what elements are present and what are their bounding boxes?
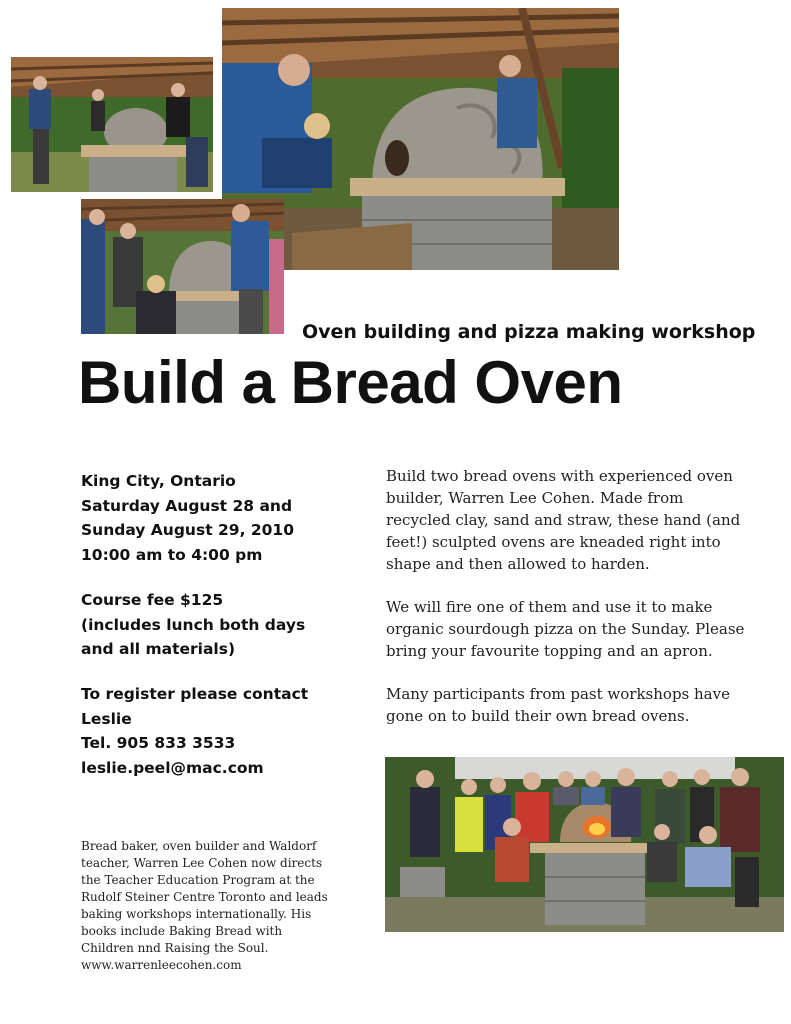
event-details [81, 469, 371, 567]
workshop-subtitle: Oven building and pizza making workshop [302, 321, 756, 343]
event-date-saturday: Saturday August 28 and [81, 496, 293, 515]
contact-phone: Tel. 905 833 3533 [81, 734, 236, 752]
registration-contact [81, 682, 371, 780]
description-paragraph-3: Many participants from past workshops have gone on to build their own bread ovens. [386, 685, 730, 725]
contact-name: Leslie [81, 709, 132, 728]
bio-text: Bread baker, oven builder and Waldorf teacher, Warren Lee Cohen now directs the Teacher Education Program at the Rudolf Steiner Centre Toronto and leads baking workshops internationally. His books include Baking Bread with Children nnd Raising the Soul. [81, 839, 328, 955]
group-photo [385, 757, 784, 932]
workshop-photo-1 [11, 57, 213, 192]
description-paragraph-1: Build two bread ovens with experienced oven builder, Warren Lee Cohen. Made from recycled clay, sand and straw, these hand (and feet!) sculpted ovens are kneaded right into shape and then allowed to harden. [386, 467, 741, 573]
page-title: Build a Bread Oven [78, 349, 623, 416]
event-date-sunday: Sunday August 29, 2010 [81, 521, 294, 539]
fee-amount: Course fee $125 [81, 591, 224, 609]
course-fee [81, 588, 371, 662]
event-location: King City, Ontario [81, 472, 236, 490]
workshop-photo-3 [81, 199, 284, 334]
bio-website[interactable]: www.warrenleecohen.com [81, 958, 242, 972]
event-time: 10:00 am to 4:00 pm [81, 545, 263, 564]
contact-prompt: To register please contact [81, 685, 309, 703]
instructor-bio [81, 838, 331, 974]
fee-includes-1: (includes lunch both days [81, 615, 306, 634]
fee-includes-2: and all materials) [81, 640, 236, 658]
description-paragraph-2: We will fire one of them and use it to make organic sourdough pizza on the Sunday. Please bring your favourite topping and an apron. [386, 598, 745, 660]
contact-email[interactable]: leslie.peel@mac.com [81, 758, 264, 777]
